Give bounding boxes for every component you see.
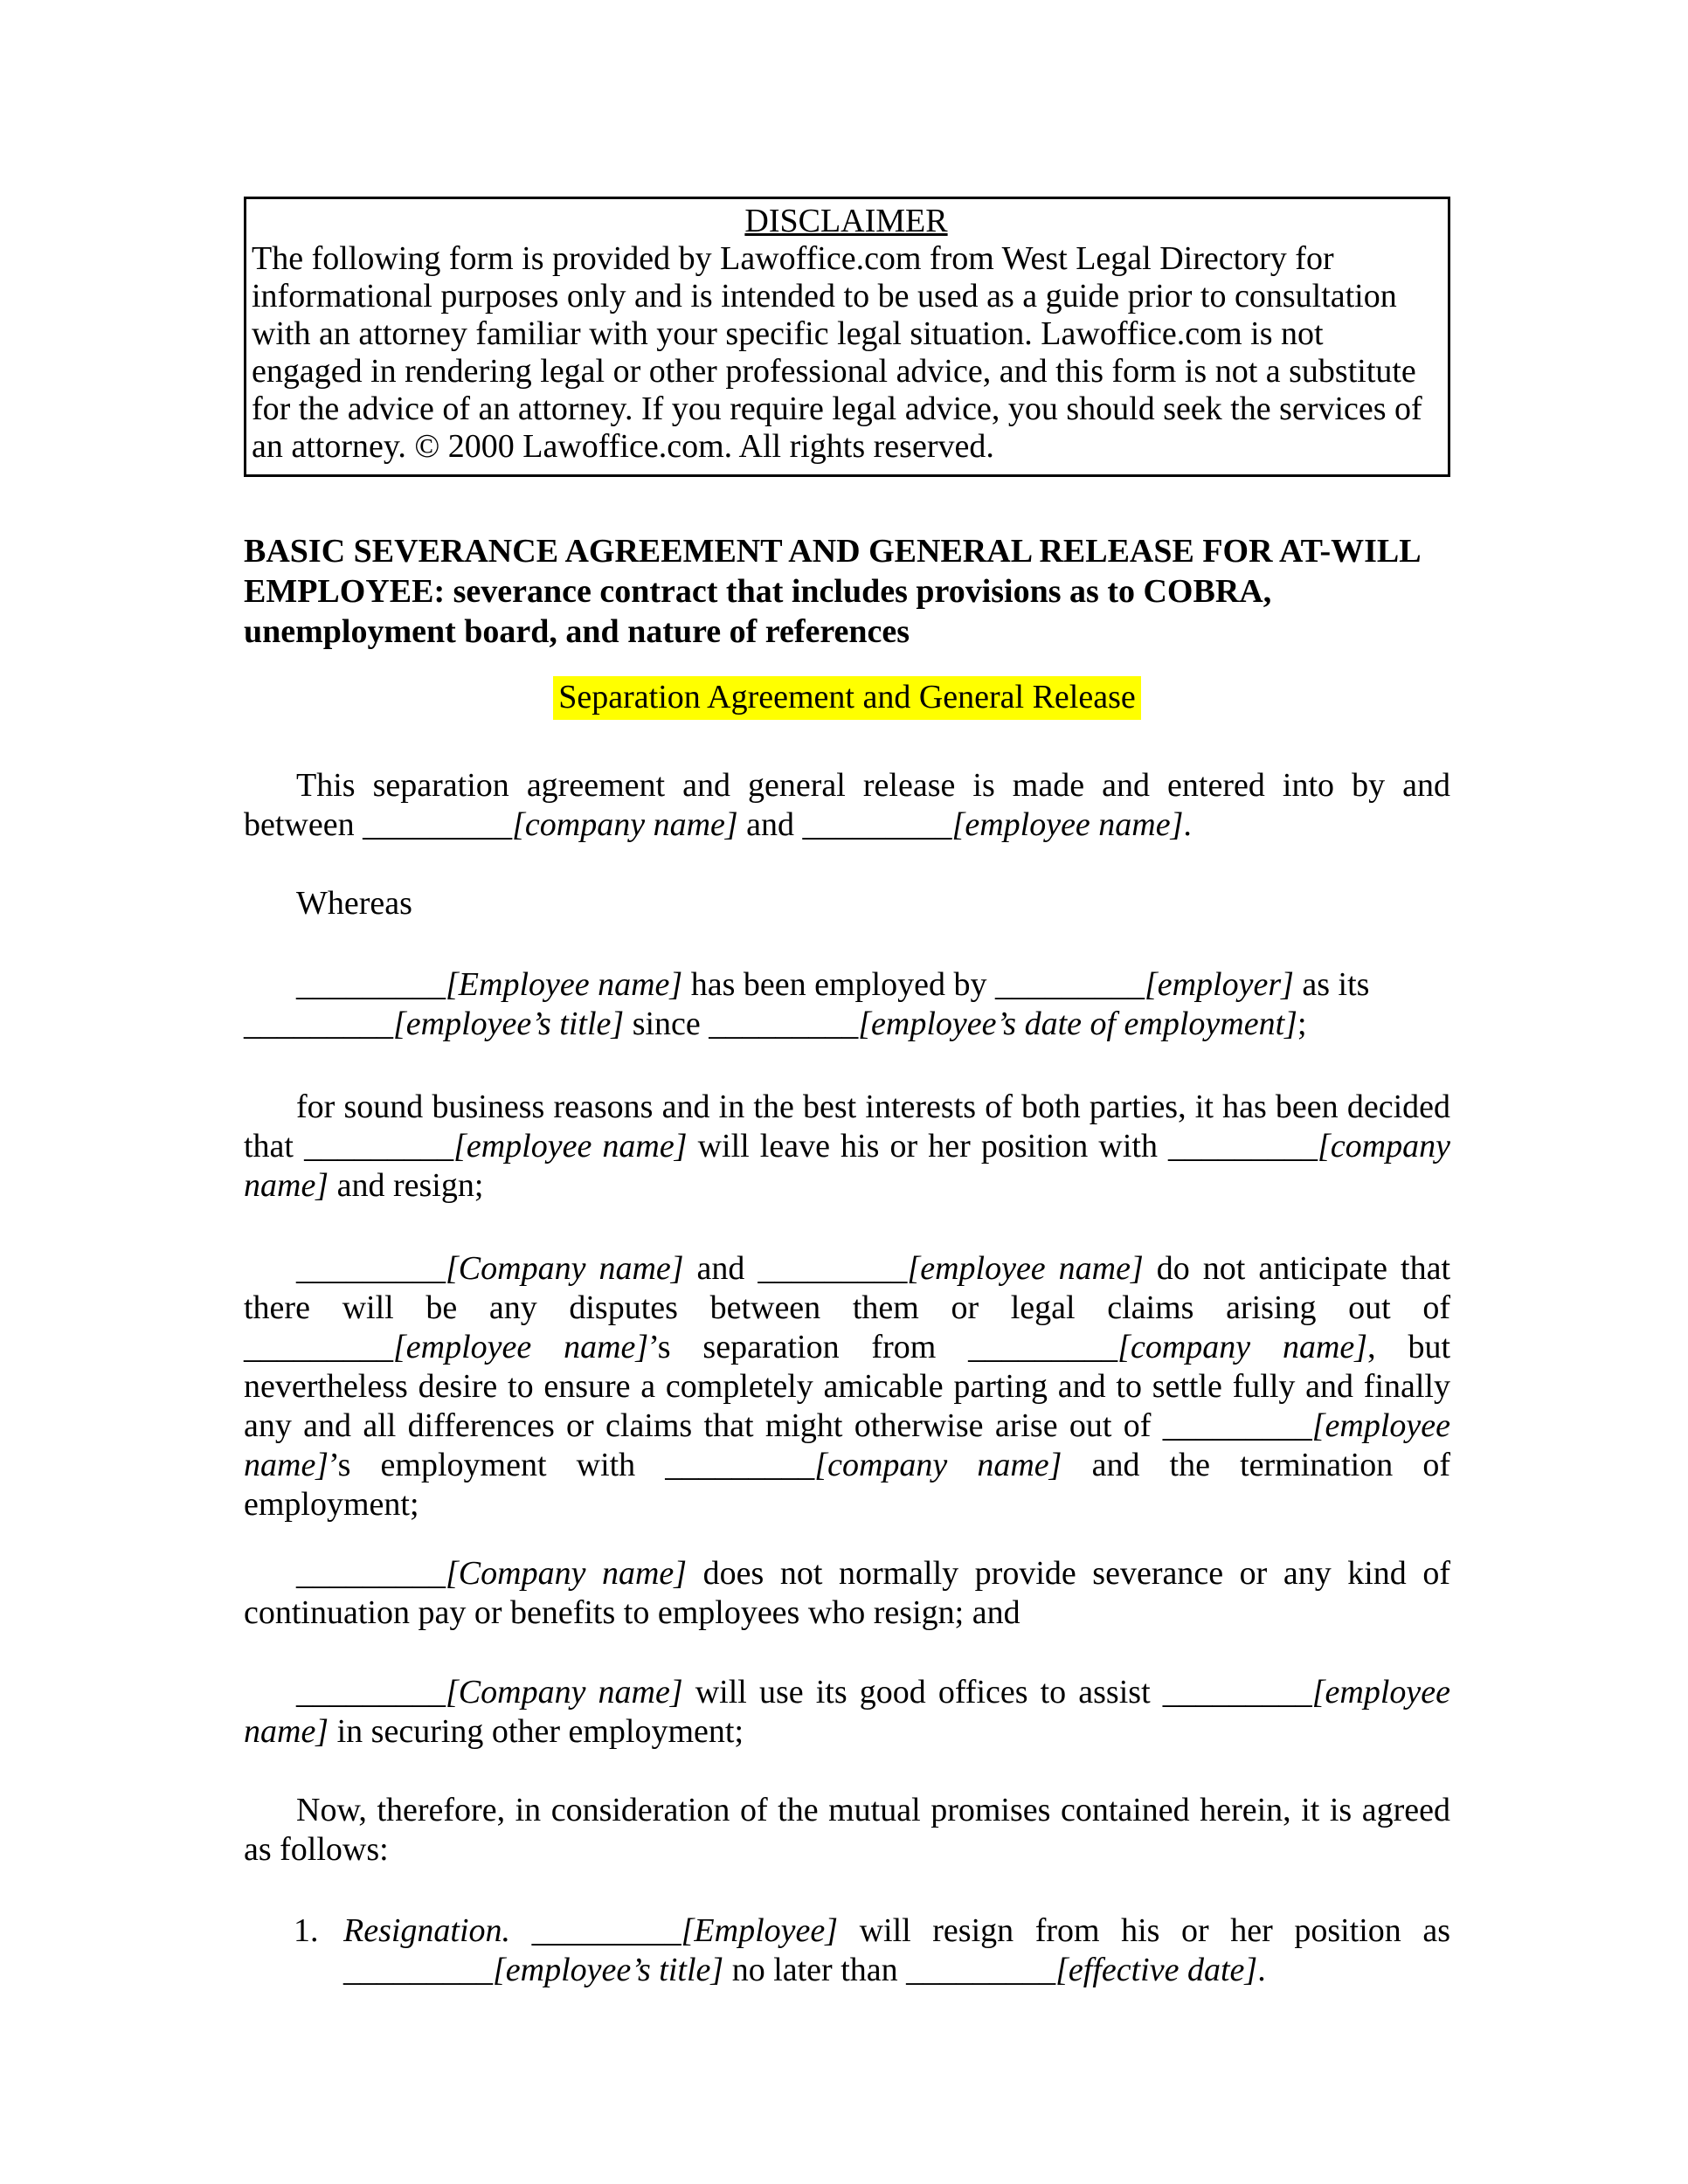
disclaimer-body-text: The following form is provided by Lawoffice.com from West Legal Directory for informational purposes only and is intended to be used as a guide prior to consultation with an attorney familiar with your specific legal situation. Lawoffice.com is not engaged in rendering legal or other professional advice, and this form is not a substitute for the advice of an attorney. If you require legal advice, you should seek the services of an attorney. © 2000 Lawoffice.com. All rights reserved. [252,240,1422,465]
subtitle-highlighted-text: Separation Agreement and General Release [553,676,1141,720]
paragraph-now-therefore: Now, therefore, in consideration of the mutual promises contained herein, it is agreed as follows: [244,1792,1450,1868]
disclaimer-title-text: DISCLAIMER [744,203,948,239]
paragraph-business-reasons: for sound business reasons and in the best interests of both parties, it has been decided that _________[employee name] will leave his or her position with _________[company name] and resign; [244,1089,1450,1204]
paragraph-whereas: Whereas [296,885,412,922]
list-item-text: Resignation. _________[Employee] will resign from his or her position as _________[employee’s title] no later than _________[effective date]. [343,1912,1451,1988]
disclaimer-title [252,203,1441,240]
disclaimer-box [244,197,1450,477]
paragraph-intro: This separation agreement and general release is made and entered into by and between _________[company name] and _________[employee name]. [244,767,1450,843]
paragraph-good-offices: _________[Company name] will use its good offices to assist _________[employee name] in securing other employment; [244,1674,1450,1750]
list-item-number: 1. [294,1912,319,1949]
paragraph-employed-by: _________[Employee name] has been employed by _________[employer] as its _________[employee’s title] since _________[employee’s date of employment]; [244,966,1370,1042]
paragraph-no-severance: _________[Company name] does not normally provide severance or any kind of continuation pay or benefits to employees who resign; and [244,1555,1450,1631]
document-title: BASIC SEVERANCE AGREEMENT AND GENERAL RELEASE FOR AT-WILL EMPLOYEE: severance contract that includes provisions as to COBRA, unemployment board, and nature of references [244,533,1420,650]
paragraph-no-disputes: _________[Company name] and _________[employee name] do not anticipate that there will be any disputes between them or legal claims arising out of _________[employee name]’s separation from _________[company name], but nevertheless desire to ensure a completely amicable parting and to settle fully and finally any and all differences or claims that might otherwise arise out of _________[employee name]’s employment with _________[company name] and the termination of employment; [244,1250,1451,1523]
list-item-resignation [294,1911,1451,1990]
subtitle-line [244,678,1450,717]
